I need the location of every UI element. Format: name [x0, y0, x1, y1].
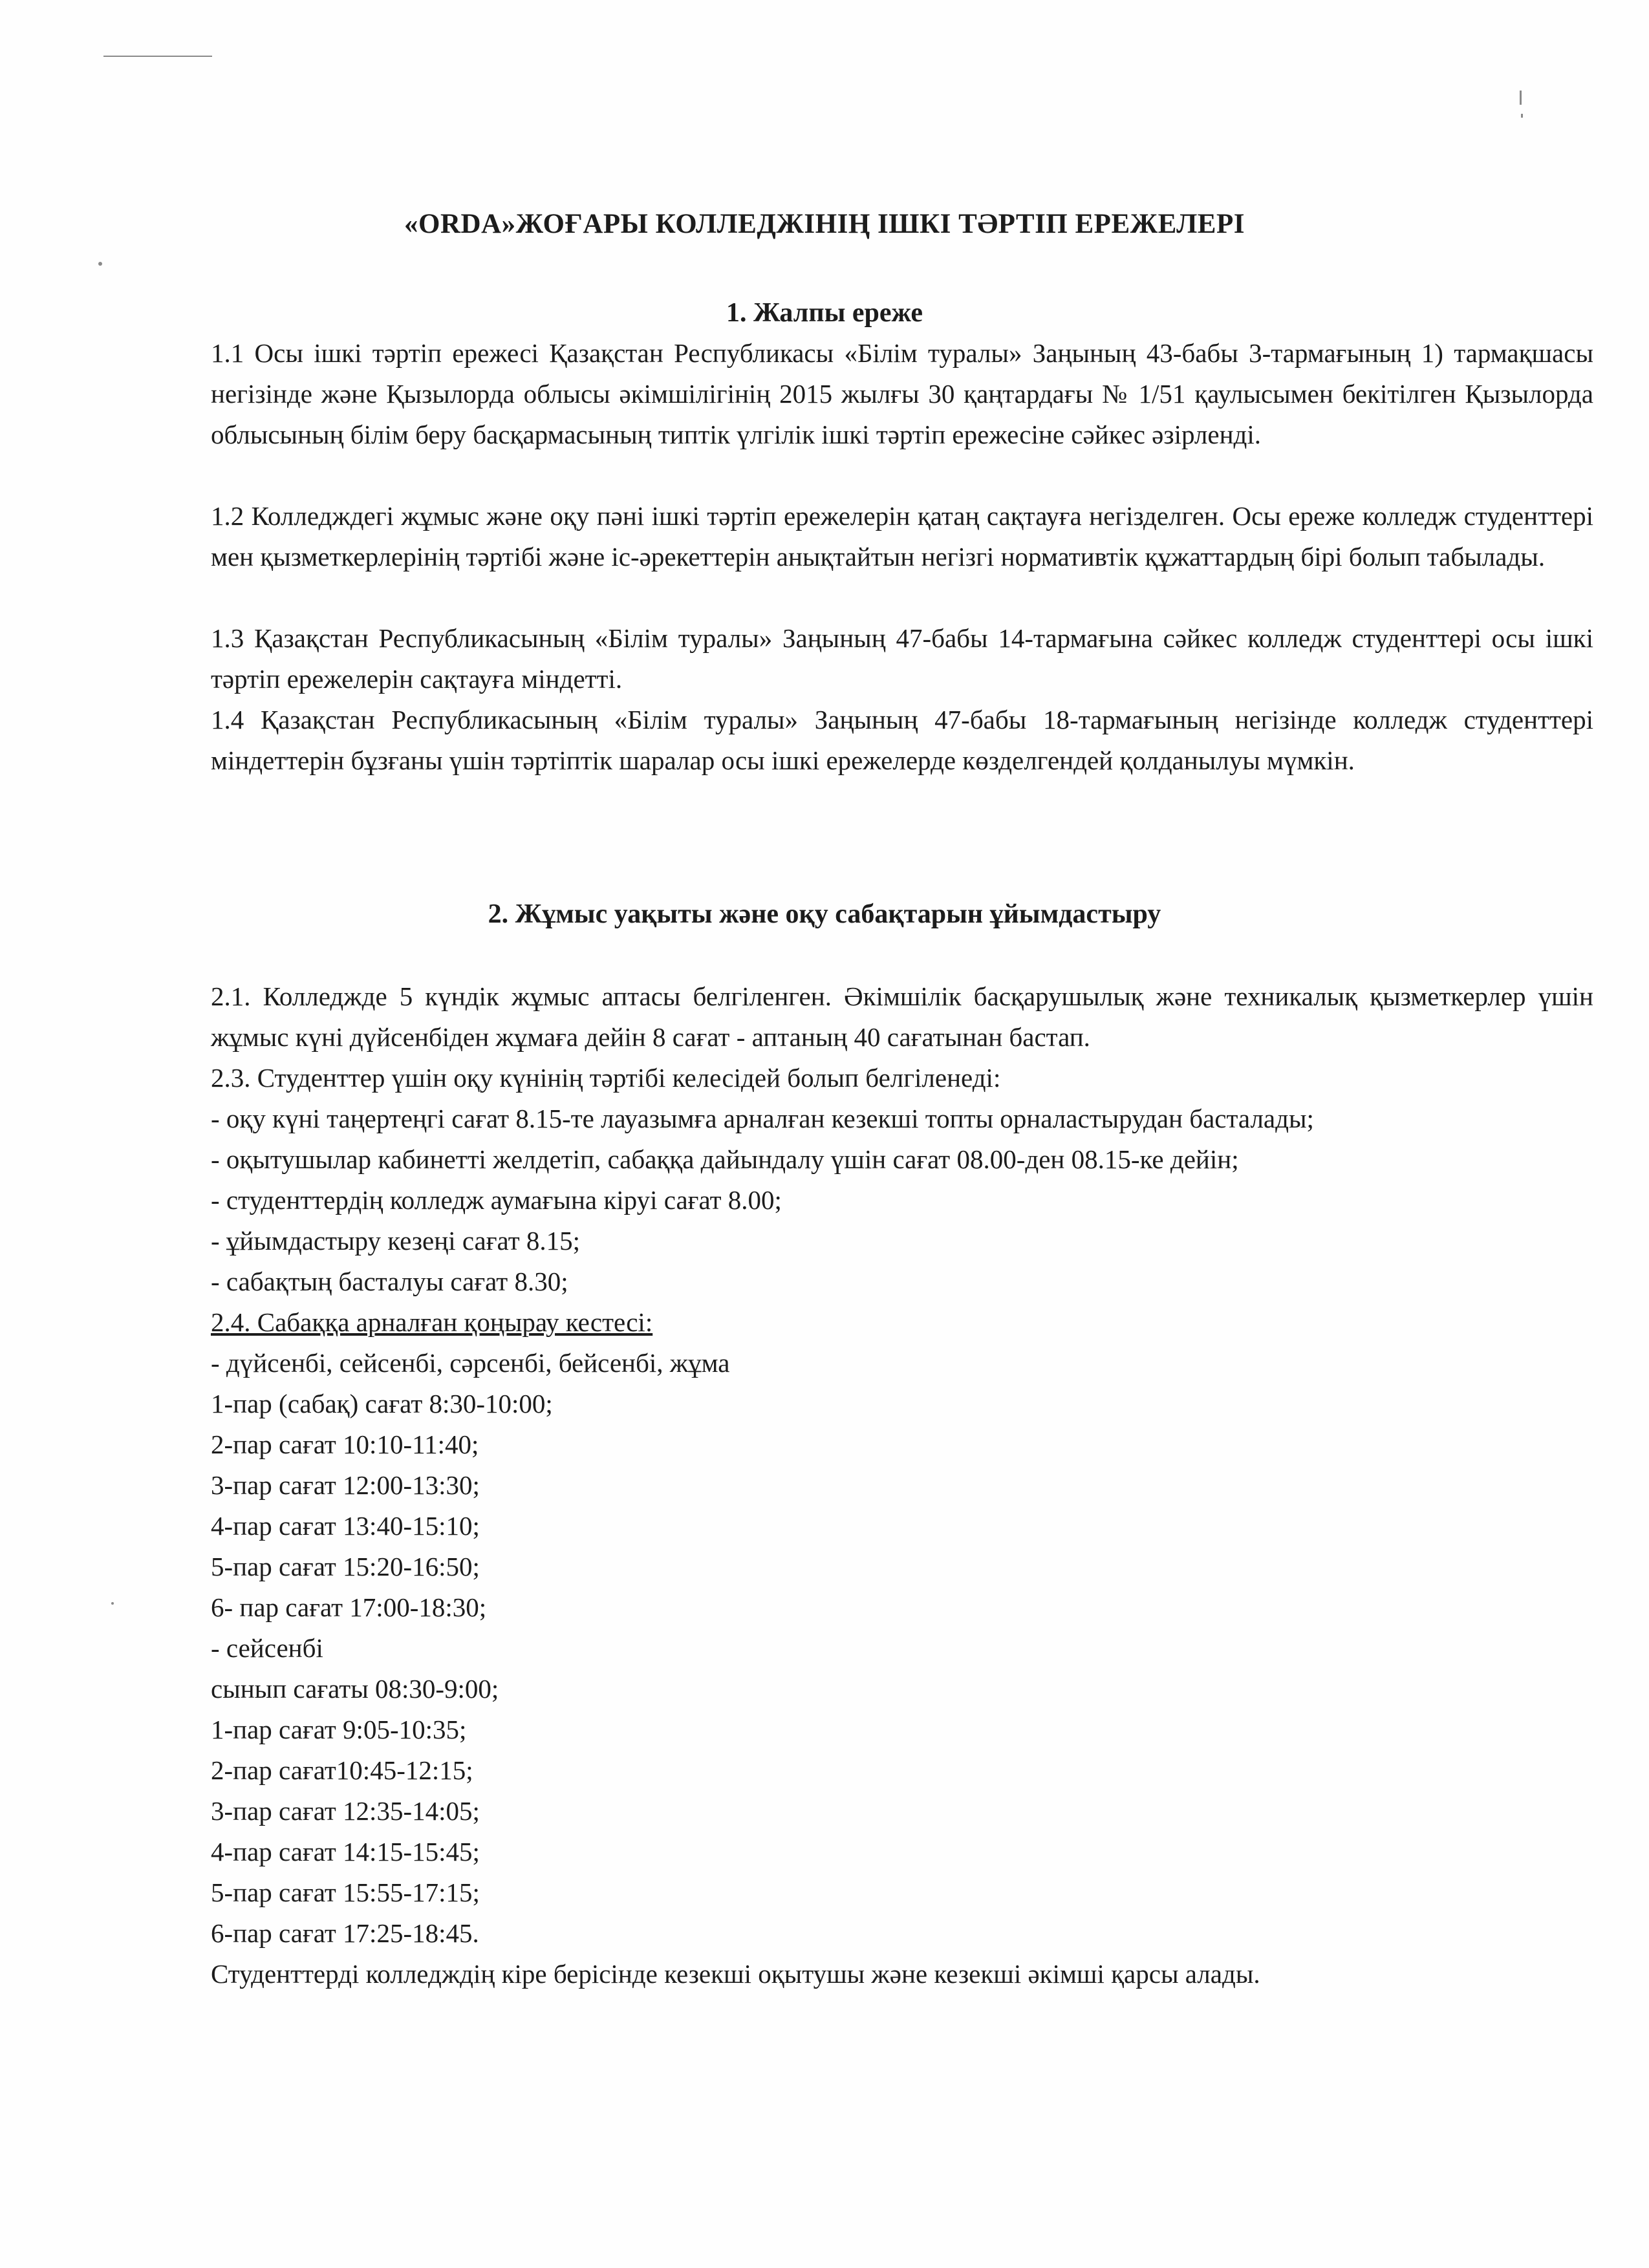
schedule-row: 2-пар сағат 10:10-11:40;	[211, 1429, 479, 1459]
schedule-row: 5-пар сағат 15:55-17:15;	[211, 1878, 480, 1907]
scan-mark-right	[1520, 91, 1522, 105]
list-item: - ұйымдастыру кезеңі сағат 8.15;	[211, 1226, 580, 1256]
schedule-row: 4-пар сағат 14:15-15:45;	[211, 1837, 480, 1867]
list-item: - сабақтың басталуы сағат 8.30;	[211, 1267, 568, 1296]
document-title: «ORDA»ЖОҒАРЫ КОЛЛЕДЖІНІҢ ІШКІ ТӘРТІП ЕРЕЖЕЛЕРІ	[404, 209, 1245, 239]
list-item: - оқытушылар кабинетті желдетіп, сабаққа дайындалу үшін сағат 08.00-ден 08.15-ке дейін;	[211, 1144, 1239, 1174]
list-item: - оқу күні таңертеңгі сағат 8.15-те лауазымға арналған кезекші топты орналастырудан басталады;	[211, 1104, 1314, 1133]
section-1-heading: 1. Жалпы ереже	[726, 298, 923, 328]
section-2-heading: 2. Жұмыс уақыты және оқу сабақтарын ұйымдастыру	[488, 899, 1161, 929]
scan-mark-right-2	[1521, 114, 1523, 118]
scan-mark-dot-left	[98, 262, 102, 266]
schedule-row: 6-пар сағат 17:25-18:45.	[211, 1918, 479, 1948]
paragraph-2-1: 2.1. Колледжде 5 күндік жұмыс аптасы белгіленген. Әкімшілік басқарушылық және техникалық қызметкерлер үшін жұмыс күні дүйсенбіден жұмаға дейін 8 сағат - аптаның 40 сағатынан бастап.	[211, 981, 1593, 1052]
schedule-row: 3-пар сағат 12:35-14:05;	[211, 1796, 480, 1826]
schedule-row: 1-пар сағат 9:05-10:35;	[211, 1715, 467, 1744]
paragraph-1-3: 1.3 Қазақстан Республикасының «Білім туралы» Заңының 47-бабы 14-тармағына сәйкес колледж студенттері осы ішкі тәртіп ережелерін сақтауға міндетті.	[211, 623, 1593, 694]
schedule-row: 2-пар сағат10:45-12:15;	[211, 1755, 473, 1785]
schedule-row: 5-пар сағат 15:20-16:50;	[211, 1552, 480, 1581]
scan-mark-dot-left-lower	[111, 1602, 114, 1605]
bell-schedule-heading: 2.4. Сабаққа арналған қоңырау кестесі:	[211, 1307, 653, 1337]
schedule-row: сынып сағаты 08:30-9:00;	[211, 1674, 499, 1704]
schedule-row: 4-пар сағат 13:40-15:10;	[211, 1511, 480, 1541]
paragraph-1-1: 1.1 Осы ішкі тәртіп ережесі Қазақстан Республикасы «Білім туралы» Заңының 43-бабы 3-тармағының 1) тармақшасы негізінде және Қызылорда облысы әкімшілігінің 2015 жылғы 30 қаңтардағы № 1/51 қаулысымен бекітілген Қызылорда облысының білім беру басқармасының типтік үлгілік ішкі тәртіп ережесіне сәйкес әзірленді.	[211, 338, 1593, 449]
schedule-row: 6- пар сағат 17:00-18:30;	[211, 1592, 487, 1622]
tuesday-label: - сейсенбі	[211, 1633, 323, 1663]
scan-mark-top-left	[103, 56, 212, 57]
weekdays-label: - дүйсенбі, сейсенбі, сәрсенбі, бейсенбі, жұма	[211, 1348, 730, 1378]
closing-sentence: Студенттерді колледждің кіре берісінде кезекші оқытушы және кезекші әкімші қарсы алады.	[211, 1959, 1260, 1989]
paragraph-2-3: 2.3. Студенттер үшін оқу күнінің тәртібі келесідей болып белгіленеді:	[211, 1063, 1001, 1093]
list-item: - студенттердің колледж аумағына кіруі сағат 8.00;	[211, 1185, 782, 1215]
schedule-row: 1-пар (сабақ) сағат 8:30-10:00;	[211, 1389, 553, 1418]
schedule-row: 3-пар сағат 12:00-13:30;	[211, 1470, 480, 1500]
paragraph-1-4: 1.4 Қазақстан Республикасының «Білім туралы» Заңының 47-бабы 18-тармағының негізінде колледж студенттері міндеттерін бұзғаны үшін тәртіптік шаралар осы ішкі ережелерде көзделгендей қолданылуы мүмкін.	[211, 705, 1593, 775]
paragraph-1-2: 1.2 Колледждегі жұмыс және оқу пәні ішкі тәртіп ережелерін қатаң сақтауға негізделген. Осы ереже колледж студенттері мен қызметкерлерінің тәртібі және іс-әрекеттерін анықтайтын негізгі нормативтік құжаттардың бірі болып табылады.	[211, 501, 1593, 572]
